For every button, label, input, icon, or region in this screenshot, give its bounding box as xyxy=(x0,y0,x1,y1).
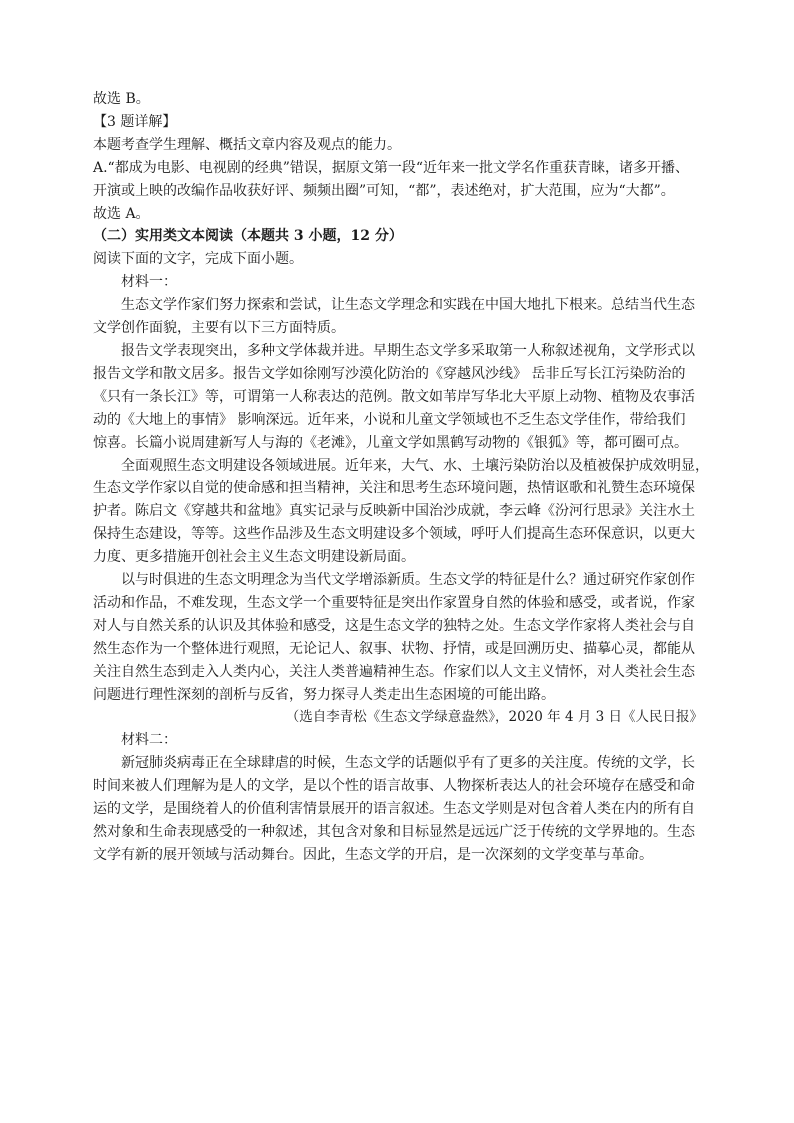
paragraph-line: 护者。陈启文《穿越共和盆地》真实记录与反映新中国治沙成就，李云峰《汾河行思录》关注水土 xyxy=(93,503,695,520)
part-heading: （二）实用类文本阅读（本题共 3 小题，12 分） xyxy=(93,228,403,245)
material-label: 材料一： xyxy=(121,274,177,291)
instruction-line: 阅读下面的文字，完成下面小题。 xyxy=(93,251,303,268)
source-citation: （选自李青松《生态文学绿意盎然》，2020 年 4 月 3 日《人民日报》 xyxy=(285,709,703,726)
answer-line: 故选 A。 xyxy=(93,205,150,222)
paragraph-line: 动的《大地上的事情》 影响深远。近年来，小说和儿童文学领域也不乏生态文学佳作，带给我们 xyxy=(93,411,686,428)
paragraph-line: 关注自然生态到走入人类内心，关注人类普遍精神生态。作家们以人文主义情怀，对人类社会生态 xyxy=(93,663,695,680)
paragraph-line: 问题进行理性深刻的剖析与反省，努力探寻人类走出生态困境的可能出路。 xyxy=(93,686,555,703)
paragraph-line: 活动和作品，不难发现，生态文学一个重要特征是突出作家置身自然的体验和感受，或者说，作家 xyxy=(93,594,695,611)
paragraph-line: 文学有新的展开领域与活动舞台。因此，生态文学的开启，是一次深刻的文学变革与革命。 xyxy=(93,846,653,863)
answer-line: 故选 B。 xyxy=(93,91,150,107)
paragraph-line: 以与时俱进的生态文明理念为当代文学增添新质。生态文学的特征是什么？通过研究作家创作 xyxy=(121,572,695,589)
paragraph-line: 报告文学表现突出，多种文学体裁并进。早期生态文学多采取第一人称叙述视角，文学形式以 xyxy=(121,342,695,359)
paragraph-line: 文学创作面貌，主要有以下三方面特质。 xyxy=(93,320,345,337)
paragraph-line: 保持生态建设，等等。这些作品涉及生态文明建设多个领域，呼吁人们提高生态环保意识，以更大 xyxy=(93,526,695,543)
paragraph-line: 新冠肺炎病毒正在全球肆虐的时候，生态文学的话题似乎有了更多的关注度。传统的文学，长 xyxy=(121,755,695,772)
text-line: A.“都成为电影、电视剧的经典”错误，据原文第一段“近年来一批文学名作重获青睐，诸多开播、 xyxy=(93,159,690,176)
paragraph-line: 全面观照生态文明建设各领域进展。近年来，大气、水、土壤污染防治以及植被保护成效明显， xyxy=(121,457,709,474)
section-heading: 【3 题详解】 xyxy=(93,113,177,130)
paragraph-line: 然生态作为一个整体进行观照，无论记人、叙事、状物、抒情，或是回溯历史、描摹心灵，都能从 xyxy=(93,640,695,657)
paragraph-line: 报告文学和散文居多。报告文学如徐刚写沙漠化防治的《穿越风沙线》 岳非丘写长江污染防治的 xyxy=(93,365,686,382)
text-line: 本题考查学生理解、概括文章内容及观点的能力。 xyxy=(93,136,401,153)
paragraph-line: 然对象和生命表现感受的一种叙述，其包含对象和目标显然是远远广泛于传统的文学界地的。生态 xyxy=(93,824,695,840)
text-line: 开演或上映的改编作品收获好评、频频出圈”可知，“都”，表述绝对，扩大范围，应为“大都”。 xyxy=(93,182,675,199)
paragraph-line: 惊喜。长篇小说周建新写人与海的《老滩》，儿童文学如黑鹤写动物的《银狐》等，都可圈可点。 xyxy=(93,434,688,451)
paragraph-line: 《只有一条长江》等，可谓第一人称表达的范例。散文如苇岸写华北大平原上动物、植物及农事活 xyxy=(93,388,695,405)
material-label: 材料二： xyxy=(121,732,177,749)
paragraph-line: 运的文学，是围绕着人的价值利害情景展开的语言叙述。生态文学则是对包含着人类在内的所有自 xyxy=(93,801,695,818)
paragraph-line: 时间来被人们理解为是人的文学，是以个性的语言故事、人物探析表达人的社会环境存在感受和命 xyxy=(93,778,695,795)
document-page xyxy=(93,88,709,867)
paragraph-line: 生态文学作家们努力探索和尝试，让生态文学理念和实践在中国大地扎下根来。总结当代生态 xyxy=(121,297,695,314)
paragraph-line: 力度、更多措施开创社会主义生态文明建设新局面。 xyxy=(93,549,415,566)
paragraph-line: 生态文学作家以自觉的使命感和担当精神，关注和思考生态环境问题，热情讴歌和礼赞生态环境保 xyxy=(93,480,695,497)
paragraph-line: 对人与自然关系的认识及其体验和感受，这是生态文学的独特之处。生态文学作家将人类社会与自 xyxy=(93,617,695,634)
